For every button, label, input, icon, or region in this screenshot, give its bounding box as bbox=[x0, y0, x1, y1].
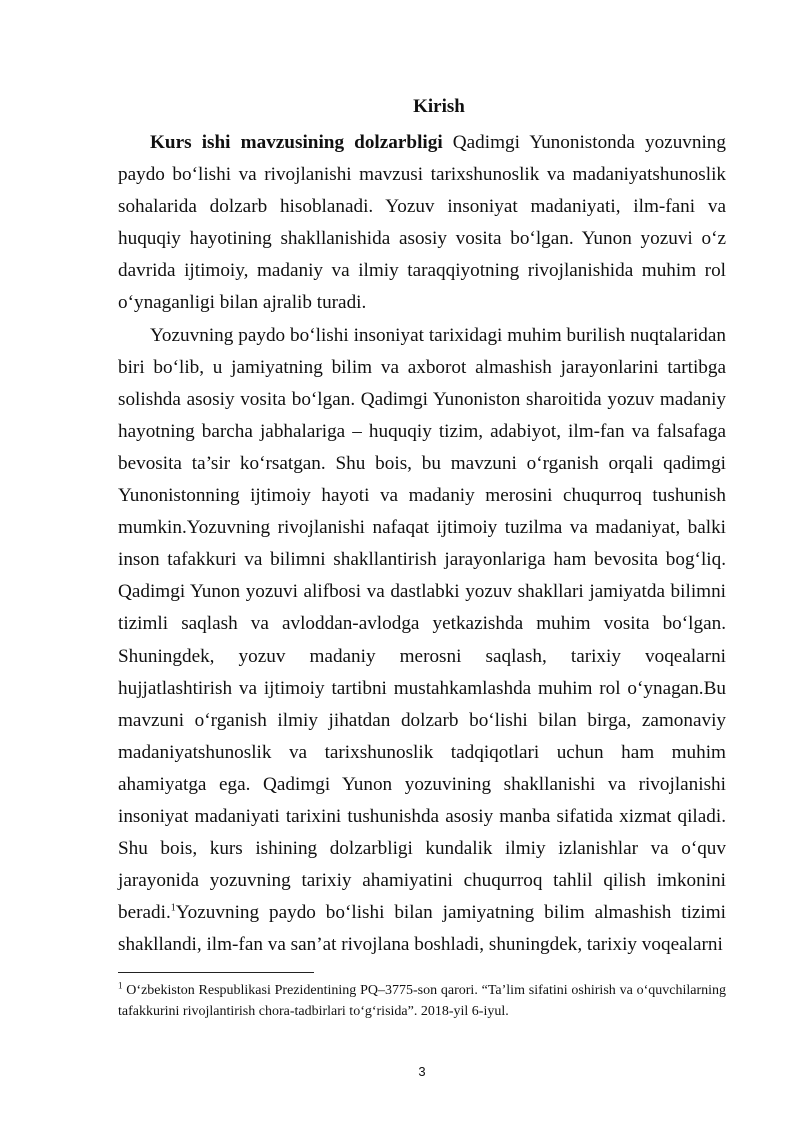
body-text bbox=[118, 127, 726, 961]
page-number: 3 bbox=[418, 1064, 426, 1079]
paragraph-writing-history bbox=[118, 320, 726, 962]
section-title: Kirish bbox=[413, 96, 465, 117]
paragraph-writing-history-text: Yozuvning paydo bo‘lishi insoniyat tarixidagi muhim burilish nuqtalaridan biri bo‘lib, u jamiyatning bilim va axborot almashish jarayonlarini tartibga solishda asosiy vosita bo‘lgan. Qadimgi Yunoniston sharoitida yozuv madaniy hayotning barcha jabhalariga – huquqiy tizim, adabiyot, ilm-fan va falsafaga bevosita ta’sir ko‘rsatgan. Shu bois, bu mavzuni o‘rganish orqali qadimgi Yunonistonning ijtimoiy hayoti va madaniy merosini chuqurroq tushunish mumkin.Yozuvning rivojlanishi nafaqat ijtimoiy tuzilma va madaniyat, balki inson tafakkuri va bilimni shakllantirish jarayonlariga ham bevosita bog‘liq. Qadimgi Yunon yozuvi alifbosi va dastlabki yozuv shakllari jamiyatda bilimni tizimli saqlash va avloddan-avlodga yetkazishda muhim vosita bo‘lgan. Shuningdek, yozuv madaniy merosni saqlash, tarixiy voqealarni hujjatlashtirish va ijtimoiy tartibni mustahkamlashda muhim rol o‘ynagan.Bu mavzuni o‘rganish ilmiy jihatdan dolzarb bo‘lishi bilan birga, zamonaviy madaniyatshunoslik va tarixshunoslik tadqiqotlari uchun ham muhim ahamiyatga ega. Qadimgi Yunon yozuvining shakllanishi va rivojlanishi insoniyat madaniyati tarixini tushunishda asosiy manba sifatida xizmat qiladi. Shu bois, kurs ishining dolzarbligi kundalik ilmiy izlanishlar va o‘quv jarayonida yozuvning tarixiy ahamiyatini chuqurroq tahlil qilish imkonini beradi. bbox=[118, 324, 726, 924]
paragraph-relevance-text: Qadimgi Yunonistonda yozuvning paydo bo‘lishi va rivojlanishi mavzusi tarixshunoslik va madaniyatshunoslik sohalarida dolzarb hisoblanadi. Yozuv insoniyat madaniyati, ilm-fani va huquqiy hayotining shakllanishida asosiy vosita bo‘lgan. Yunon yozuvi o‘z davrida ijtimoiy, madaniy va ilmiy taraqqiyotning rivojlanishida muhim rol o‘ynaganligi bilan ajralib turadi. bbox=[118, 132, 726, 314]
footnote-reference[interactable]: 1 bbox=[170, 902, 176, 914]
paragraph-relevance bbox=[118, 127, 726, 320]
footnote bbox=[118, 980, 726, 1022]
footnote-divider bbox=[118, 972, 314, 973]
paragraph-writing-history-continuation: Yozuvning paydo bo‘lishi bilan jamiyatning bilim almashish tizimi shakllandi, ilm-fan va san’at rivojlana boshladi, shuningdek, tarixiy voqealarni bbox=[118, 902, 726, 956]
footnote-text: O‘zbekiston Respublikasi Prezidentining PQ–3775-son qarori. “Ta’lim sifatini oshirish va o‘quvchilarning tafakkurini rivojlantirish chora-tadbirlari to‘g‘risida”. 2018-yil 6-iyul. bbox=[118, 983, 726, 1019]
relevance-heading: Kurs ishi mavzusining dolzarbligi bbox=[150, 132, 443, 153]
footnote-marker: 1 bbox=[118, 980, 123, 991]
